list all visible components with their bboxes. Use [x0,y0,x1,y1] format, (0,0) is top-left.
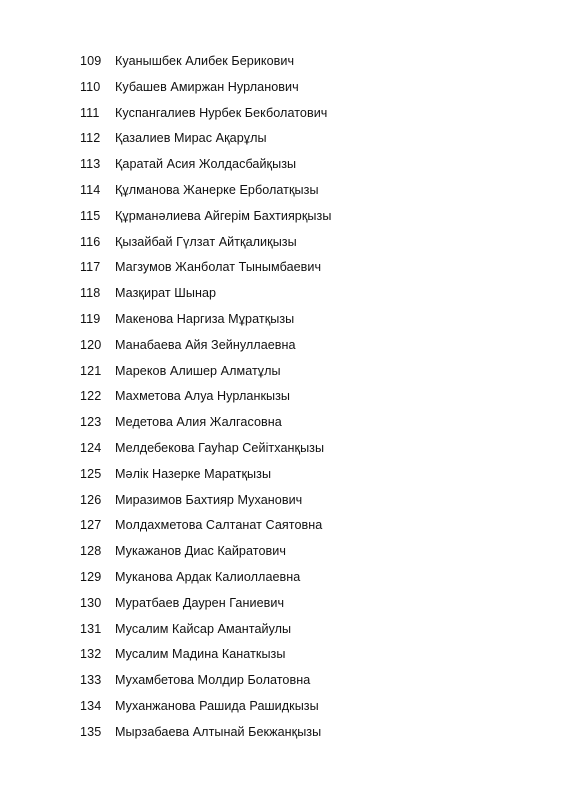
list-item [0,643,565,669]
item-name: Мусалим Мадина Канаткызы [115,647,286,662]
item-number: 128 [80,544,102,559]
item-name: Мукажанов Диас Кайратович [115,544,286,559]
item-name: Мусалим Кайсар Амантайулы [115,621,292,636]
item-number: 118 [80,286,101,301]
item-name: Муратбаев Даурен Ганиевич [115,595,285,610]
item-name: Молдахметова Салтанат Саятовна [115,518,323,533]
list-item [0,540,565,566]
item-name: Құрманәлиева Айгерім Бахтиярқызы [115,208,332,223]
item-name: Мареков Алишер Алматұлы [115,363,281,378]
list-item [0,592,565,618]
item-number: 114 [80,182,101,197]
list-item [0,360,565,386]
item-name: Қызайбай Гүлзат Айтқалиқызы [115,234,297,249]
list-item [0,256,565,282]
item-name: Мухамбетова Молдир Болатовна [115,673,311,688]
list-item [0,489,565,515]
item-name: Махметова Алуа Нурланкызы [115,389,291,404]
item-number: 117 [80,260,101,275]
item-number: 122 [80,389,102,404]
item-number: 116 [80,234,101,249]
item-name: Мәлік Назерке Маратқызы [115,466,272,481]
list-item [0,463,565,489]
list-item [0,695,565,721]
item-number: 135 [80,724,102,739]
list-item [0,282,565,308]
item-number: 125 [80,466,102,481]
item-number: 127 [80,518,102,533]
list-item [0,437,565,463]
item-number: 121 [80,363,102,378]
item-name: Құлманова Жанерке Ерболатқызы [115,182,319,197]
list-item [0,231,565,257]
item-name: Куспангалиев Нурбек Бекболатович [115,105,328,120]
list-item [0,179,565,205]
list-item [0,618,565,644]
name-list [0,50,565,747]
item-name: Мырзабаева Алтынай Бекжанқызы [115,724,322,739]
list-item [0,334,565,360]
item-number: 113 [80,157,101,172]
item-name: Мазқират Шынар [115,286,217,301]
item-name: Куанышбек Алибек Берикович [115,54,295,68]
item-number: 126 [80,492,102,507]
list-item [0,669,565,695]
item-name: Миразимов Бахтияр Муханович [115,492,303,507]
item-number: 109 [80,54,102,68]
item-name: Қаратай Асия Жолдасбайқызы [115,157,297,172]
item-number: 134 [80,698,102,713]
item-number: 110 [80,79,101,94]
item-number: 119 [80,311,101,326]
item-number: 123 [80,415,102,430]
item-number: 115 [80,208,101,223]
item-name: Кубашев Амиржан Нурланович [115,79,299,94]
item-name: Магзумов Жанболат Тынымбаевич [115,260,322,275]
item-number: 111 [80,105,100,120]
item-name: Медетова Алия Жалгасовна [115,415,282,430]
list-item [0,50,565,76]
list-item [0,721,565,747]
item-number: 132 [80,647,102,662]
item-name: Манабаева Айя Зейнуллаевна [115,337,296,352]
item-name: Муканова Ардак Калиоллаевна [115,569,301,584]
list-item [0,514,565,540]
item-number: 130 [80,595,102,610]
list-item [0,76,565,102]
list-item [0,102,565,128]
list-item [0,411,565,437]
item-number: 133 [80,673,102,688]
item-name: Қазалиев Мирас Ақарұлы [115,131,267,146]
item-number: 124 [80,440,102,455]
item-name: Муханжанова Рашида Рашидкызы [115,698,319,713]
item-number: 129 [80,569,102,584]
list-item [0,566,565,592]
item-number: 112 [80,131,101,146]
list-item [0,308,565,334]
item-number: 131 [80,621,102,636]
item-number: 120 [80,337,102,352]
list-item [0,385,565,411]
list-item [0,127,565,153]
list-item [0,153,565,179]
item-name: Мелдебекова Гауһар Сейітханқызы [115,440,325,455]
list-item [0,205,565,231]
item-name: Макенова Наргиза Мұратқызы [115,311,295,326]
